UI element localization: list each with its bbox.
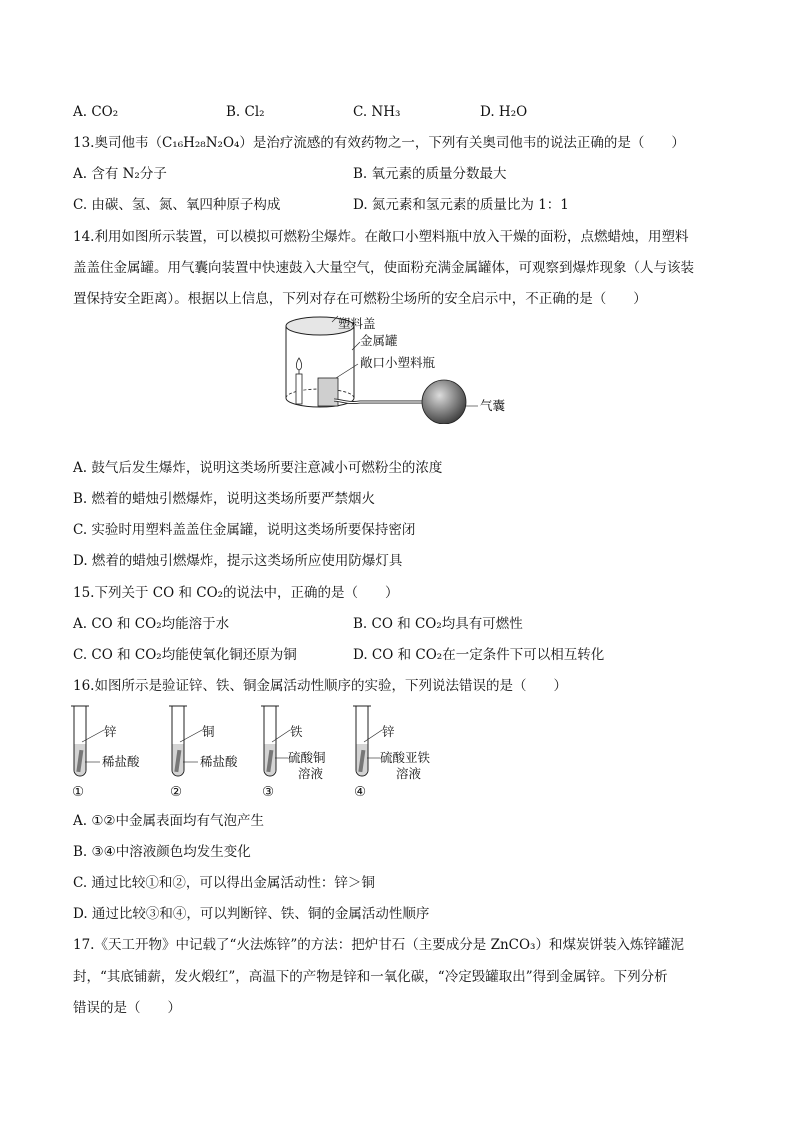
q15-stem: 15.下列关于 CO 和 CO₂的说法中，正确的是（ ） — [73, 585, 399, 601]
q15-option-d: D. CO 和 CO₂在一定条件下可以相互转化 — [353, 647, 605, 663]
tube4-number: ④ — [354, 784, 367, 800]
q17-stem-line3: 错误的是（ ） — [73, 1000, 181, 1016]
test-tube-1 — [71, 706, 140, 800]
dust-explosion-apparatus-figure — [280, 312, 520, 424]
tube1-number: ① — [72, 784, 85, 800]
q16-option-c: C. 通过比较①和②，可以得出金属活动性：锌＞铜 — [73, 875, 375, 891]
q16-option-d: D. 通过比较③和④，可以判断锌、铁、铜的金属活动性顺序 — [73, 906, 430, 922]
tube1-solution: 稀盐酸 — [102, 754, 140, 769]
q16-option-b: B. ③④中溶液颜色均发生变化 — [73, 844, 251, 860]
q14-stem-line3: 置保持安全距离）。根据以上信息，下列对存在可燃粉尘场所的安全启示中，不正确的是（ ） — [73, 291, 647, 307]
q13-option-d: D. 氮元素和氢元素的质量比为 1：1 — [353, 197, 569, 213]
tube3-solution-line2: 溶液 — [298, 766, 324, 781]
q15-option-c: C. CO 和 CO₂均能使氧化铜还原为铜 — [73, 647, 297, 663]
tube3-solution-line1: 硫酸铜 — [288, 750, 326, 765]
tube2-number: ② — [170, 784, 183, 800]
test-tubes-figure — [68, 700, 458, 804]
tube2-solution: 稀盐酸 — [200, 754, 238, 769]
q13-option-a: A. 含有 N₂分子 — [73, 166, 167, 182]
q13-option-c: C. 由碳、氢、氮、氧四种原子构成 — [73, 197, 281, 213]
figure-label-bottle: 敞口小塑料瓶 — [360, 355, 436, 370]
q14-stem-line1: 14.利用如图所示装置，可以模拟可燃粉尘爆炸。在敞口小塑料瓶中放入干燥的面粉，点燃蜡烛，用塑料 — [73, 229, 689, 245]
q12-option-d: D. H₂O — [480, 104, 528, 120]
q15-option-a: A. CO 和 CO₂均能溶于水 — [73, 616, 230, 632]
test-tube-2 — [169, 706, 238, 800]
q14-option-b: B. 燃着的蜡烛引燃爆炸，说明这类场所要严禁烟火 — [73, 491, 376, 507]
q17-stem-line2: 封，“其底铺薪，发火煅红”，高温下的产物是锌和一氧化碳，“冷定毁罐取出”得到金属锌。下列分析 — [73, 969, 668, 985]
q13-option-b: B. 氧元素的质量分数最大 — [353, 166, 507, 182]
test-tube-4 — [353, 706, 431, 800]
q14-stem-line2: 盖盖住金属罐。用气囊向装置中快速鼓入大量空气，使面粉充满金属罐体，可观察到爆炸现象（人与该装 — [73, 260, 694, 276]
q14-option-a: A. 鼓气后发生爆炸，说明这类场所要注意减小可燃粉尘的浓度 — [73, 460, 443, 476]
q15-option-b: B. CO 和 CO₂均具有可燃性 — [353, 616, 523, 632]
q12-option-c: C. NH₃ — [353, 104, 401, 120]
q14-option-d: D. 燃着的蜡烛引燃爆炸，提示这类场所应使用防爆灯具 — [73, 553, 403, 569]
q14-option-c: C. 实验时用塑料盖盖住金属罐，说明这类场所要保持密闭 — [73, 522, 416, 538]
tube2-metal: 铜 — [202, 724, 215, 739]
tube1-metal: 锌 — [104, 724, 117, 739]
q17-stem-line1: 17.《天工开物》中记载了“火法炼锌”的方法：把炉甘石（主要成分是 ZnCO₃）和煤炭饼装入炼锌罐泥 — [73, 937, 684, 953]
q16-option-a: A. ①②中金属表面均有气泡产生 — [73, 813, 265, 829]
q13-stem: 13.奥司他韦（C₁₆H₂₈N₂O₄）是治疗流感的有效药物之一，下列有关奥司他韦的说法正确的是（ ） — [73, 135, 685, 151]
q12-option-b: B. Cl₂ — [226, 104, 265, 120]
figure-label-bag: 气囊 — [480, 398, 506, 413]
tube4-solution-line1: 硫酸亚铁 — [380, 750, 431, 765]
test-tube-3 — [261, 706, 326, 800]
tube4-metal: 锌 — [382, 724, 395, 739]
q16-stem: 16.如图所示是验证锌、铁、铜金属活动性顺序的实验，下列说法错误的是（ ） — [73, 678, 567, 694]
tube4-solution-line2: 溶液 — [396, 766, 422, 781]
q12-option-a: A. CO₂ — [73, 104, 119, 120]
tube3-metal: 铁 — [290, 724, 303, 739]
figure-label-lid: 塑料盖 — [338, 316, 376, 331]
figure-label-can: 金属罐 — [360, 333, 398, 348]
tube3-number: ③ — [262, 784, 275, 800]
